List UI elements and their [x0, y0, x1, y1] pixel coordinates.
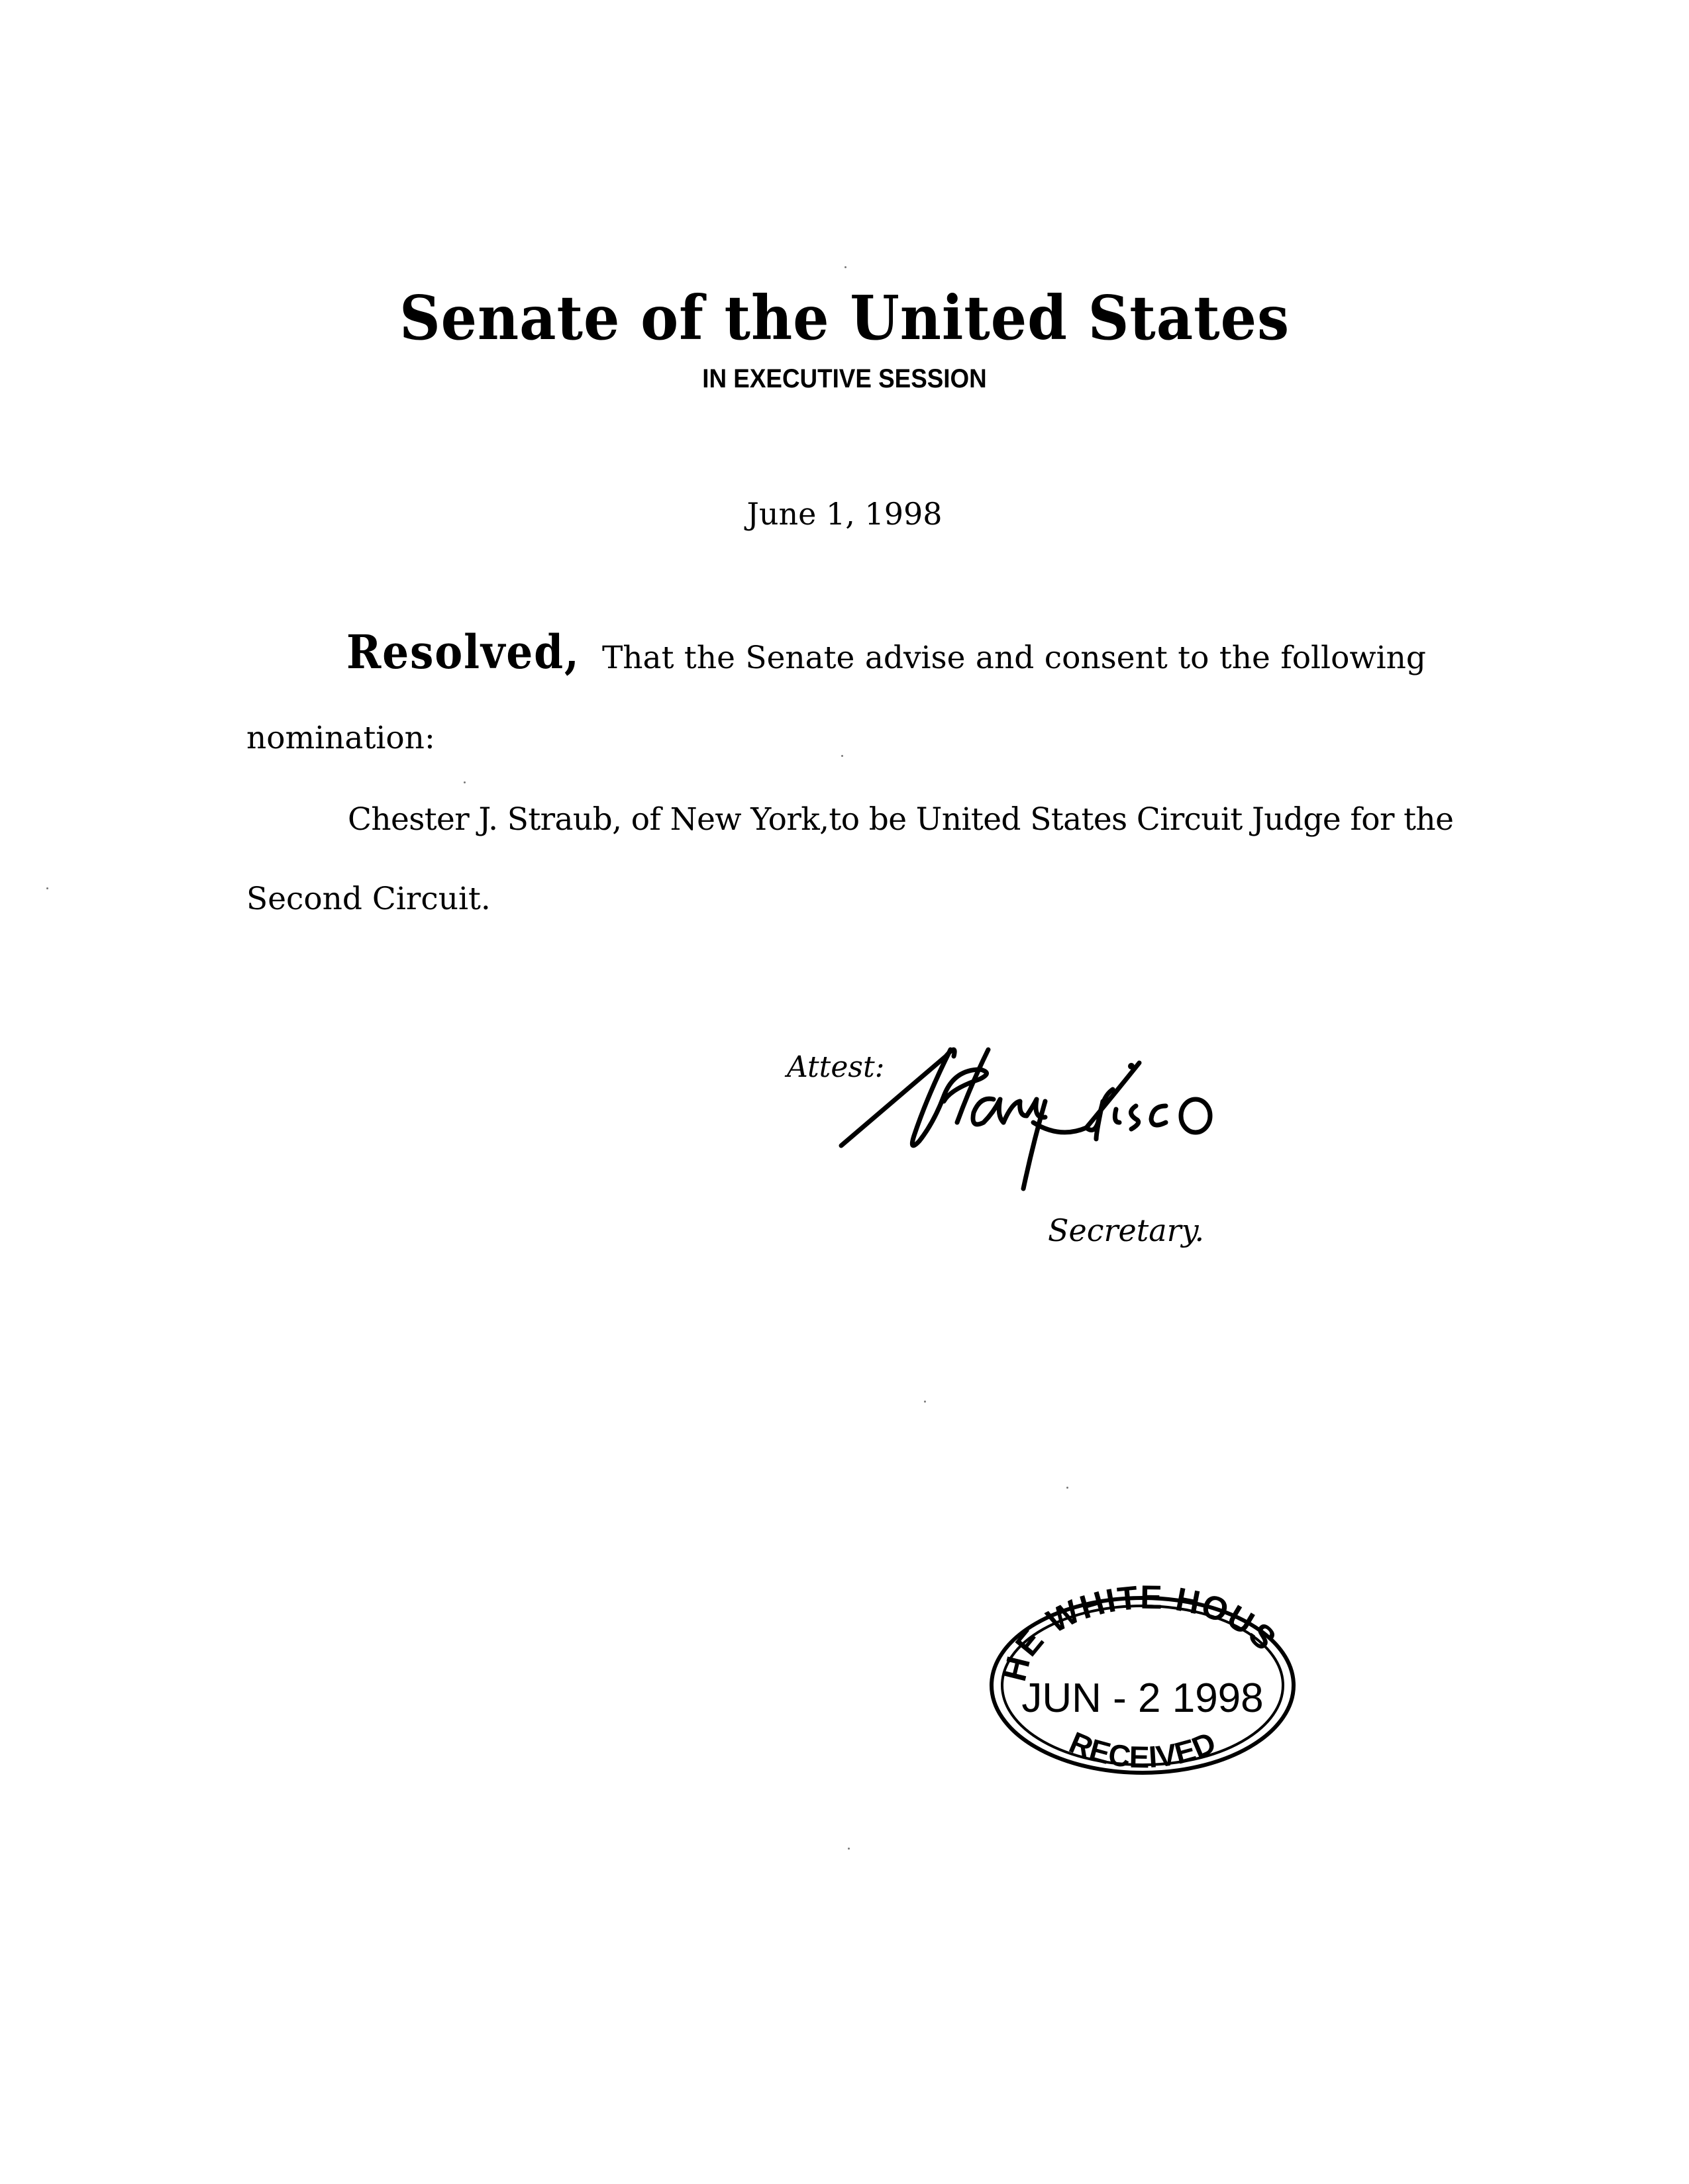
stamp-seal-icon [980, 1576, 1311, 1788]
scan-speck [1066, 1487, 1068, 1489]
scan-speck [464, 781, 466, 783]
scan-speck [841, 755, 843, 757]
signature-icon [835, 1023, 1510, 1195]
scan-speck [844, 266, 846, 268]
received-stamp [980, 1576, 1311, 1788]
stamp-bottom-text: RECEIVED [1064, 1724, 1221, 1775]
stamp-date-text: JUN - 2 1998 [1021, 1675, 1264, 1721]
stamp-top-text: HE WHITE HOUS [996, 1578, 1284, 1685]
resolution-date: June 1, 1998 [746, 496, 943, 532]
document-subtitle: IN EXECUTIVE SESSION [702, 364, 987, 393]
secretary-signature [835, 1023, 1510, 1195]
resolved-word: Resolved, [346, 624, 580, 679]
secretary-title: Secretary. [1048, 1213, 1205, 1248]
scan-speck [848, 1848, 850, 1850]
scan-speck [924, 1401, 926, 1403]
resolution-first-line [346, 626, 1426, 679]
nominee-text-continued: Second Circuit. [246, 881, 491, 917]
scan-speck [46, 887, 48, 889]
resolution-text: That the Senate advise and consent to the following [601, 640, 1426, 676]
attest-label: Attest: [787, 1050, 885, 1084]
resolution-text-continued: nomination: [246, 720, 435, 756]
nominee-text: Chester J. Straub, of New York,to be United States Circuit Judge for the [348, 801, 1454, 838]
document-title: Senate of the United States [399, 282, 1290, 354]
